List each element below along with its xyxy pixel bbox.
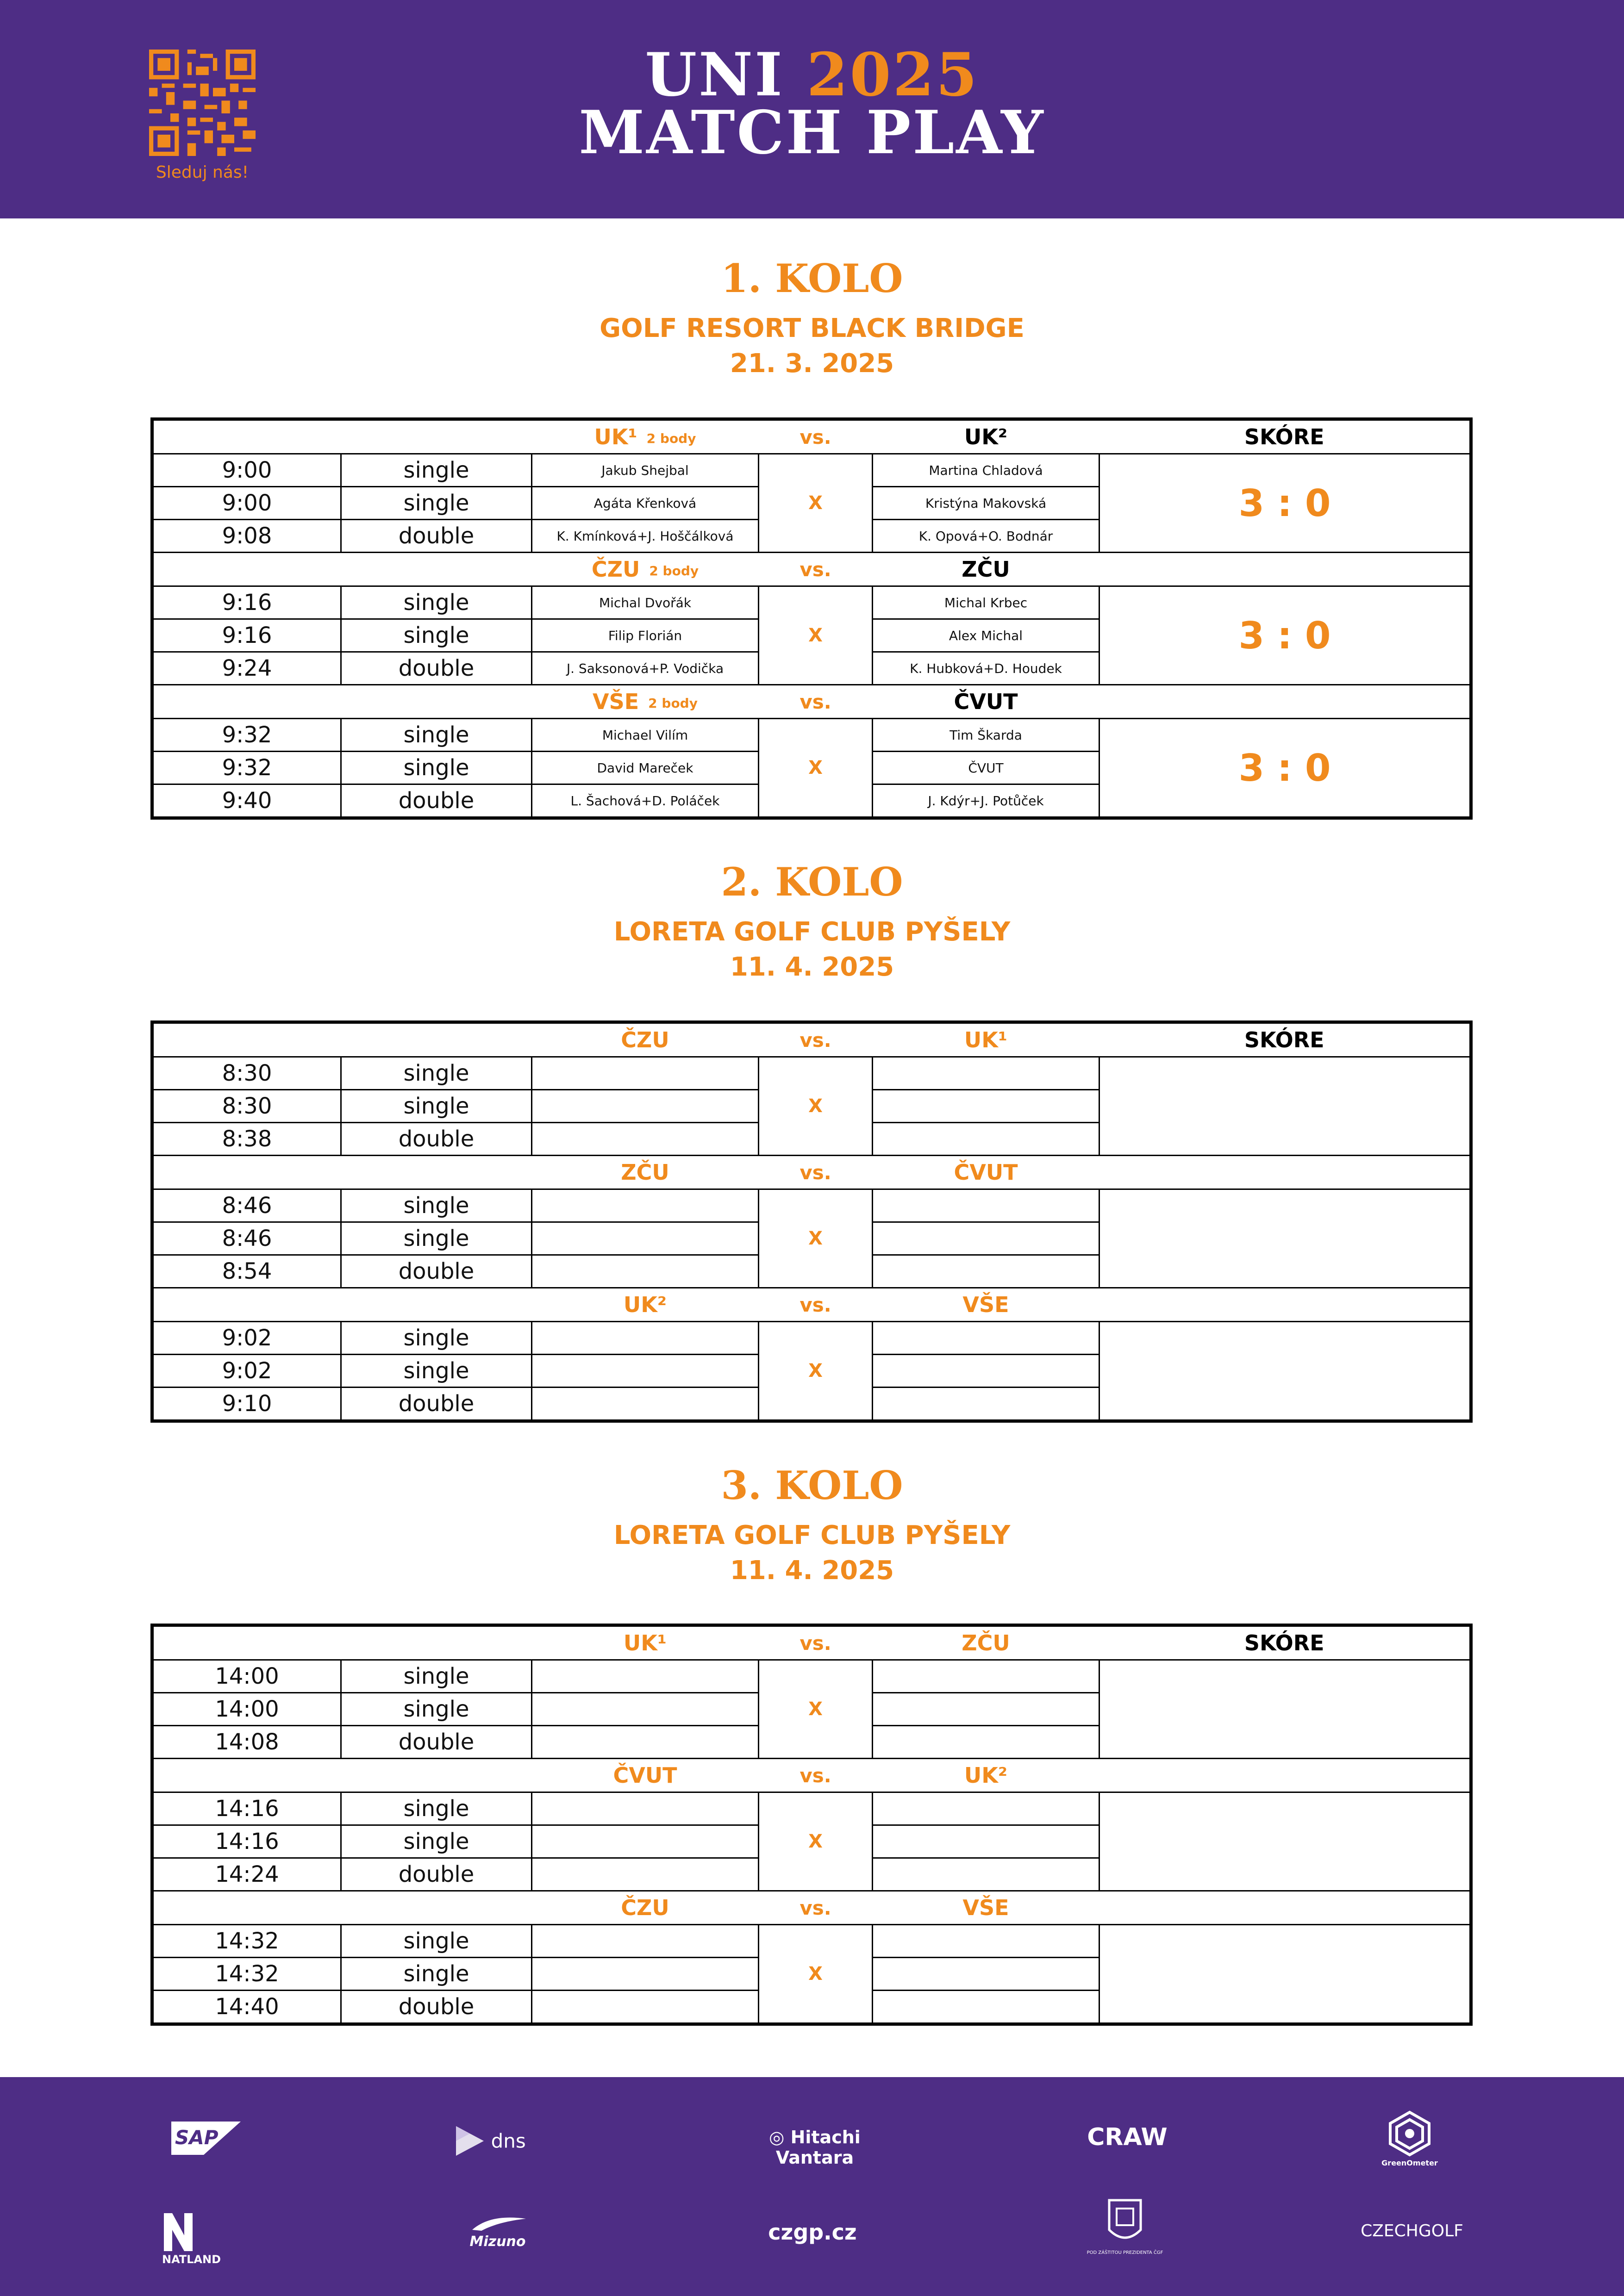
round-2-heading [0, 859, 1624, 985]
tee-time: 14:32 [153, 1925, 341, 1958]
home-player-cell: David Mareček [532, 752, 759, 784]
game-type: double [341, 1858, 532, 1891]
away-player-cell [873, 1090, 1099, 1123]
home-player-cell [532, 1322, 759, 1355]
tee-time: 8:30 [153, 1057, 341, 1090]
away-player-cell [873, 1057, 1099, 1090]
away-player-cell: J. Kdýr+J. Potůček [873, 784, 1099, 817]
mizuno-runbird-icon [468, 2216, 528, 2232]
mizuno-logo-text: Mizuno [469, 2234, 526, 2250]
home-player-cell [532, 1090, 759, 1123]
match-header-blank [153, 553, 532, 586]
hitachi-icon: ◎ [769, 2127, 791, 2147]
tee-time: 9:10 [153, 1388, 341, 1420]
away-team: UK² [873, 1759, 1099, 1792]
tee-time: 14:00 [153, 1660, 341, 1693]
away-player-cell [873, 1222, 1099, 1255]
home-player-cell [532, 1123, 759, 1156]
hitachi-vantara-logo[interactable] [731, 2127, 898, 2168]
game-type: single [341, 586, 532, 619]
home-player-cell [532, 1991, 759, 2023]
home-player-cell [532, 1726, 759, 1759]
home-team-name: VŠE [593, 689, 639, 714]
czechgolf-logo-text: CZECHGOLF [1361, 2221, 1463, 2240]
tee-time: 9:40 [153, 784, 341, 817]
tee-time: 14:40 [153, 1991, 341, 2023]
tee-time: 9:32 [153, 719, 341, 752]
score-label [1099, 1759, 1470, 1792]
game-type: single [341, 719, 532, 752]
table-row [153, 719, 1470, 752]
game-type: single [341, 1660, 532, 1693]
tee-time: 14:16 [153, 1792, 341, 1825]
match-marker: X [759, 1660, 873, 1759]
away-player-cell [873, 1693, 1099, 1726]
tee-time: 14:08 [153, 1726, 341, 1759]
away-team: UK² [873, 420, 1099, 454]
away-player-cell [873, 1255, 1099, 1288]
round-2-schedule [150, 1020, 1473, 1423]
match-marker: X [759, 1189, 873, 1288]
round-3-schedule [150, 1624, 1473, 2026]
game-type: single [341, 1355, 532, 1388]
match-header-row [153, 553, 1470, 586]
home-player-cell [532, 1792, 759, 1825]
game-type: single [341, 1825, 532, 1858]
away-team: VŠE [873, 1288, 1099, 1322]
home-team-name: ČVUT [613, 1763, 677, 1788]
vs-label: vs. [759, 1626, 873, 1660]
title-subtitle: MATCH PLAY [579, 98, 1045, 168]
tee-time: 14:00 [153, 1693, 341, 1726]
match-header-blank [153, 1023, 532, 1057]
round-venue: LORETA GOLF CLUB PYŠELY [613, 917, 1011, 947]
home-team [532, 1891, 759, 1925]
vs-label: vs. [759, 1156, 873, 1189]
tee-time: 14:32 [153, 1958, 341, 1991]
round-3-heading [0, 1462, 1624, 1588]
sap-logo-text: SAP [175, 2126, 219, 2149]
table-row [153, 1660, 1470, 1693]
title-prefix: UNI [645, 40, 784, 110]
sponsor-footer [0, 2077, 1624, 2296]
round-1-heading [0, 255, 1624, 381]
game-type: double [341, 1123, 532, 1156]
tee-time: 9:32 [153, 752, 341, 784]
greenometer-logo-text: GreenOmeter [1381, 2159, 1438, 2167]
match-score: 3 : 0 [1099, 586, 1470, 685]
away-player-cell [873, 1123, 1099, 1156]
home-team-name: UK¹ [594, 424, 637, 449]
points-note: 2 body [646, 431, 696, 446]
score-label [1099, 1156, 1470, 1189]
tee-time: 8:38 [153, 1123, 341, 1156]
match-marker: X [759, 586, 873, 685]
game-type: single [341, 1222, 532, 1255]
points-note: 2 body [649, 563, 699, 579]
vs-label: vs. [759, 1891, 873, 1925]
home-team-name: ČZU [591, 557, 640, 582]
home-team [532, 1288, 759, 1322]
game-type: single [341, 1958, 532, 1991]
round-date: 11. 4. 2025 [730, 1556, 894, 1586]
game-type: double [341, 1255, 532, 1288]
match-header-row [153, 1891, 1470, 1925]
match-header-row [153, 420, 1470, 454]
home-player-cell [532, 1958, 759, 1991]
away-player-cell [873, 1660, 1099, 1693]
tee-time: 9:00 [153, 454, 341, 487]
greenometer-logo[interactable] [1373, 2110, 1447, 2175]
table-row [153, 1925, 1470, 1958]
home-player-cell [532, 1057, 759, 1090]
match-score: 3 : 0 [1099, 719, 1470, 817]
title-year: 2025 [806, 40, 979, 110]
score-label: SKÓRE [1099, 1023, 1470, 1057]
match-header-blank [153, 420, 532, 454]
hitachi-logo-text: Hitachi Vantara [775, 2127, 861, 2168]
match-header-blank [153, 1891, 532, 1925]
match-score [1099, 1792, 1470, 1891]
cgf-patronage-text: POD ZÁŠTITOU PREZIDENTA ČGF [1087, 2250, 1163, 2255]
round-date: 11. 4. 2025 [730, 952, 894, 982]
game-type: double [341, 784, 532, 817]
tee-time: 9:16 [153, 619, 341, 652]
home-player-cell: Michael Vilím [532, 719, 759, 752]
match-header-row [153, 1759, 1470, 1792]
game-type: double [341, 520, 532, 553]
home-player-cell: L. Šachová+D. Poláček [532, 784, 759, 817]
home-player-cell [532, 1189, 759, 1222]
away-player-cell: Michal Krbec [873, 586, 1099, 619]
away-player-cell [873, 1858, 1099, 1891]
score-label: SKÓRE [1099, 1626, 1470, 1660]
game-type: single [341, 1322, 532, 1355]
vs-label: vs. [759, 685, 873, 719]
header-banner [0, 0, 1624, 218]
home-player-cell: Jakub Shejbal [532, 454, 759, 487]
away-team: ZČU [873, 1626, 1099, 1660]
table-row [153, 1322, 1470, 1355]
home-team [532, 553, 759, 586]
czgp-logo-text: czgp.cz [768, 2220, 857, 2245]
tee-time: 9:00 [153, 487, 341, 520]
away-player-cell: Alex Michal [873, 619, 1099, 652]
table-row [153, 1189, 1470, 1222]
game-type: single [341, 1090, 532, 1123]
craw-logo-text: CRAW [1087, 2123, 1168, 2151]
away-player-cell [873, 1355, 1099, 1388]
home-team [532, 685, 759, 719]
tee-time: 9:16 [153, 586, 341, 619]
game-type: double [341, 1388, 532, 1420]
away-player-cell [873, 1792, 1099, 1825]
table-row [153, 1792, 1470, 1825]
game-type: double [341, 1726, 532, 1759]
tee-time: 8:30 [153, 1090, 341, 1123]
away-player-cell [873, 1388, 1099, 1420]
away-player-cell: K. Opová+O. Bodnár [873, 520, 1099, 553]
game-type: double [341, 1991, 532, 2023]
table-row [153, 454, 1470, 487]
home-team-name: ČZU [621, 1027, 669, 1052]
match-marker: X [759, 1925, 873, 2023]
home-player-cell [532, 1355, 759, 1388]
tee-time: 14:24 [153, 1858, 341, 1891]
tee-time: 8:46 [153, 1222, 341, 1255]
home-player-cell [532, 1388, 759, 1420]
natland-logo-text: NATLAND [162, 2253, 221, 2266]
vs-label: vs. [759, 1023, 873, 1057]
game-type: single [341, 1792, 532, 1825]
away-player-cell: Tim Škarda [873, 719, 1099, 752]
sap-logo[interactable] [171, 2122, 241, 2155]
natland-icon [162, 2211, 194, 2253]
match-header-blank [153, 1156, 532, 1189]
game-type: single [341, 1189, 532, 1222]
away-team: ČVUT [873, 685, 1099, 719]
home-player-cell: Filip Florián [532, 619, 759, 652]
home-player-cell [532, 1825, 759, 1858]
home-team-name: ZČU [621, 1160, 669, 1185]
game-type: single [341, 619, 532, 652]
away-team: UK¹ [873, 1023, 1099, 1057]
home-player-cell: K. Kmínková+J. Hoščálková [532, 520, 759, 553]
score-label [1099, 553, 1470, 586]
home-team [532, 1156, 759, 1189]
home-player-cell [532, 1925, 759, 1958]
natland-logo[interactable] [162, 2211, 255, 2266]
match-marker: X [759, 1322, 873, 1420]
score-label [1099, 1891, 1470, 1925]
home-team [532, 1759, 759, 1792]
points-note: 2 body [648, 696, 698, 711]
tee-time: 8:54 [153, 1255, 341, 1288]
match-header-blank [153, 1626, 532, 1660]
home-player-cell: J. Saksonová+P. Vodička [532, 652, 759, 685]
page-title [534, 40, 1090, 168]
score-label: SKÓRE [1099, 420, 1470, 454]
away-team: ZČU [873, 553, 1099, 586]
match-header-row [153, 1156, 1470, 1189]
mizuno-logo[interactable] [458, 2216, 537, 2253]
round-title: 2. KOLO [721, 859, 903, 905]
away-team: VŠE [873, 1891, 1099, 1925]
away-player-cell [873, 1189, 1099, 1222]
game-type: single [341, 752, 532, 784]
cgf-crest-icon [1106, 2197, 1143, 2248]
match-marker: X [759, 454, 873, 553]
match-marker: X [759, 719, 873, 817]
home-player-cell [532, 1693, 759, 1726]
away-player-cell [873, 1726, 1099, 1759]
match-score [1099, 1660, 1470, 1759]
czgp-logo[interactable] [741, 2220, 884, 2252]
home-team [532, 1626, 759, 1660]
vs-label: vs. [759, 420, 873, 454]
game-type: double [341, 652, 532, 685]
round-venue: LORETA GOLF CLUB PYŠELY [613, 1520, 1011, 1550]
away-player-cell [873, 1825, 1099, 1858]
game-type: single [341, 1925, 532, 1958]
tee-time: 9:24 [153, 652, 341, 685]
tee-time: 14:16 [153, 1825, 341, 1858]
qr-code-icon[interactable] [149, 50, 256, 156]
match-score [1099, 1925, 1470, 2023]
home-player-cell [532, 1660, 759, 1693]
away-player-cell [873, 1322, 1099, 1355]
dns-logo[interactable] [456, 2122, 539, 2159]
round-title: 1. KOLO [721, 255, 903, 301]
home-player-cell: Agáta Křenková [532, 487, 759, 520]
match-score [1099, 1322, 1470, 1420]
away-player-cell: K. Hubková+D. Houdek [873, 652, 1099, 685]
away-player-cell: Kristýna Makovská [873, 487, 1099, 520]
round-venue: GOLF RESORT BLACK BRIDGE [600, 313, 1024, 343]
match-header-blank [153, 1759, 532, 1792]
vs-label: vs. [759, 553, 873, 586]
tee-time: 9:08 [153, 520, 341, 553]
match-marker: X [759, 1057, 873, 1156]
vs-label: vs. [759, 1288, 873, 1322]
match-marker: X [759, 1792, 873, 1891]
home-player-cell [532, 1222, 759, 1255]
tee-time: 9:02 [153, 1322, 341, 1355]
score-label [1099, 1288, 1470, 1322]
round-title: 3. KOLO [721, 1462, 903, 1508]
away-player-cell: ČVUT [873, 752, 1099, 784]
home-player-cell: Michal Dvořák [532, 586, 759, 619]
match-header-row [153, 685, 1470, 719]
greenometer-icon [1387, 2110, 1433, 2157]
away-player-cell [873, 1991, 1099, 2023]
match-header-blank [153, 1288, 532, 1322]
match-score [1099, 1057, 1470, 1156]
match-score [1099, 1189, 1470, 1288]
away-player-cell [873, 1958, 1099, 1991]
game-type: single [341, 454, 532, 487]
cgf-patronage-logo[interactable] [1086, 2197, 1164, 2262]
game-type: single [341, 1693, 532, 1726]
home-team-name: UK¹ [623, 1630, 667, 1655]
vs-label: vs. [759, 1759, 873, 1792]
score-label [1099, 685, 1470, 719]
round-date: 21. 3. 2025 [730, 348, 894, 379]
home-team [532, 420, 759, 454]
dns-logo-text: dns [491, 2129, 526, 2153]
home-player-cell [532, 1858, 759, 1891]
home-team [532, 1023, 759, 1057]
match-header-blank [153, 685, 532, 719]
match-header-row [153, 1288, 1470, 1322]
away-player-cell [873, 1925, 1099, 1958]
home-player-cell [532, 1255, 759, 1288]
round-1-schedule [150, 417, 1473, 820]
match-score: 3 : 0 [1099, 454, 1470, 553]
home-team-name: ČZU [621, 1895, 669, 1920]
tee-time: 9:02 [153, 1355, 341, 1388]
czechgolf-logo[interactable] [1354, 2221, 1470, 2249]
table-row [153, 586, 1470, 619]
match-header-row [153, 1023, 1470, 1057]
craw-logo[interactable] [1081, 2123, 1174, 2156]
match-header-row [153, 1626, 1470, 1660]
away-player-cell: Martina Chladová [873, 454, 1099, 487]
qr-caption: Sleduj nás! [156, 163, 249, 182]
away-team: ČVUT [873, 1156, 1099, 1189]
tee-time: 8:46 [153, 1189, 341, 1222]
home-team-name: UK² [623, 1292, 667, 1317]
game-type: single [341, 1057, 532, 1090]
table-row [153, 1057, 1470, 1090]
game-type: single [341, 487, 532, 520]
